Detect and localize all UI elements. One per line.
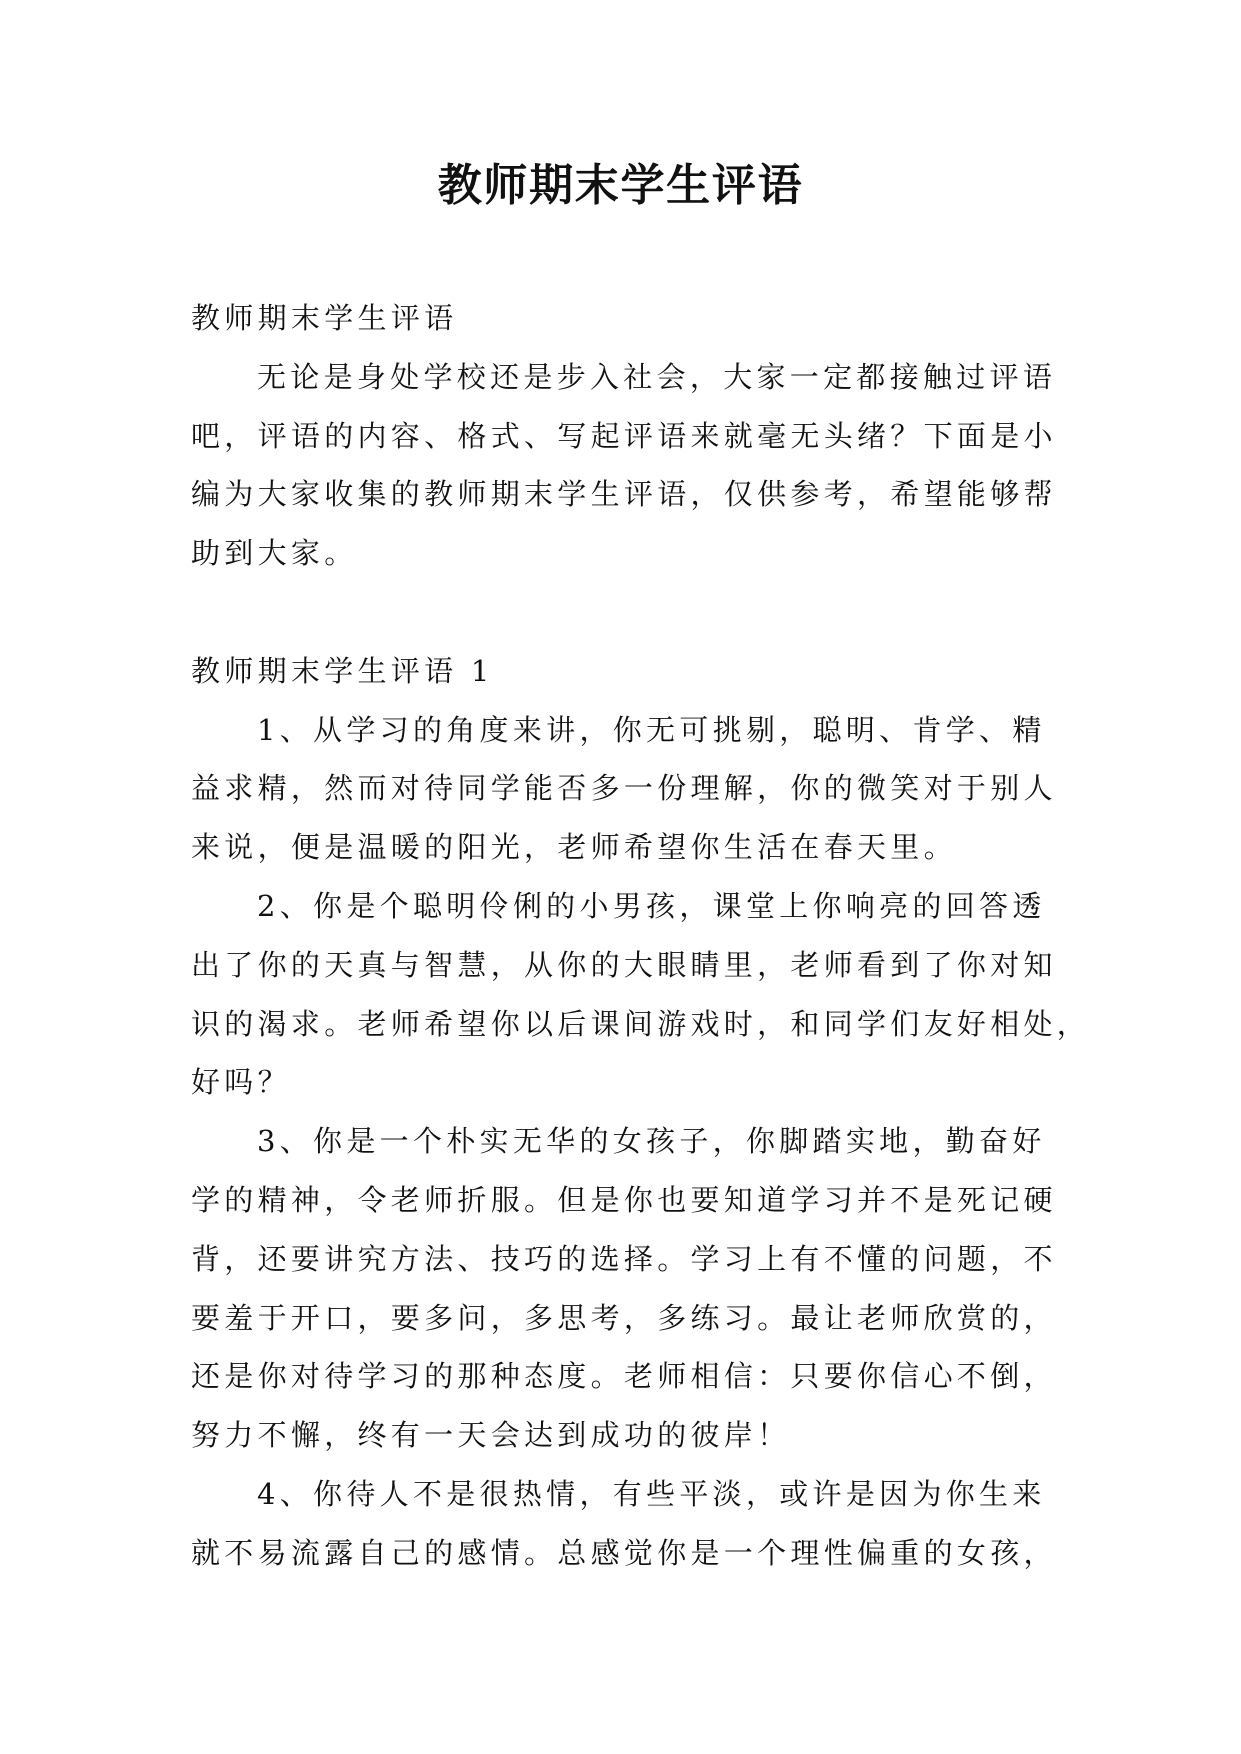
comment-item-2 <box>191 877 1091 1112</box>
paragraph-line: 编为大家收集的教师期末学生评语，仅供参考，希望能够帮 <box>191 477 1057 512</box>
paragraph-line: 识的渴求。老师希望你以后课间游戏时，和同学们友好相处， <box>191 1006 1091 1041</box>
comment-item-1 <box>191 701 1057 877</box>
paragraph-line: 努力不懈，终有一天会达到成功的彼岸！ <box>191 1418 791 1453</box>
paragraph-line: 益求精，然而对待同学能否多一份理解，你的微笑对于别人 <box>191 771 1057 806</box>
blank-line <box>191 583 1057 642</box>
paragraph-line: 好吗？ <box>191 1065 291 1100</box>
comment-item-4 <box>191 1465 1057 1583</box>
paragraph-line: 来说，便是温暖的阳光，老师希望你生活在春天里。 <box>191 830 957 865</box>
paragraph-line: 无论是身处学校还是步入社会，大家一定都接触过评语 <box>257 359 1057 394</box>
intro-heading: 教师期末学生评语 <box>191 301 458 335</box>
paragraph-line: 4、你待人不是很热情，有些平淡，或许是因为你生来 <box>257 1476 1046 1511</box>
paragraph-line: 3、你是一个朴实无华的女孩子，你脚踏实地，勤奋好 <box>257 1124 1046 1159</box>
intro-paragraph <box>191 348 1057 583</box>
paragraph-line: 还是你对待学习的那种态度。老师相信：只要你信心不倒， <box>191 1359 1057 1394</box>
document-body <box>191 289 1091 1583</box>
paragraph-line: 1、从学习的角度来讲，你无可挑剔，聪明、肯学、精 <box>257 712 1046 747</box>
paragraph-line: 背，还要讲究方法、技巧的选择。学习上有不懂的问题，不 <box>191 1241 1057 1276</box>
comment-item-3 <box>191 1112 1057 1465</box>
paragraph-line: 学的精神，令老师折服。但是你也要知道学习并不是死记硬 <box>191 1182 1057 1217</box>
paragraph-line: 2、你是个聪明伶俐的小男孩，课堂上你响亮的回答透 <box>257 888 1046 923</box>
section-heading: 教师期末学生评语 1 <box>191 653 494 688</box>
paragraph-line: 吧，评语的内容、格式、写起评语来就毫无头绪？下面是小 <box>191 418 1057 453</box>
paragraph-line: 就不易流露自己的感情。总感觉你是一个理性偏重的女孩， <box>191 1535 1057 1570</box>
paragraph-line: 要羞于开口，要多问，多思考，多练习。最让老师欣赏的， <box>191 1300 1057 1335</box>
paragraph-line: 出了你的天真与智慧，从你的大眼睛里，老师看到了你对知 <box>191 947 1057 982</box>
document-title: 教师期末学生评语 <box>437 160 804 211</box>
paragraph-line: 助到大家。 <box>191 536 358 571</box>
